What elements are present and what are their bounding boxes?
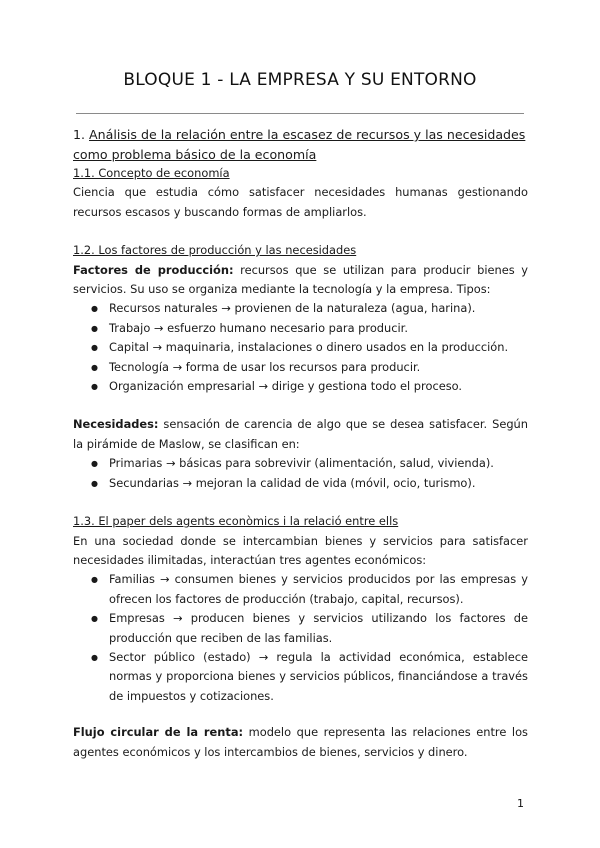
list-item: ● Recursos naturales → provienen de la naturaleza (agua, harina). (91, 299, 528, 318)
list-item: ● Organización empresarial → dirige y gestiona todo el proceso. (91, 377, 528, 396)
section-1-number: 1. (73, 127, 90, 142)
agentes-list (73, 570, 528, 706)
section-1-heading (73, 125, 528, 164)
subsection-1-2-heading: 1.2. Los factores de producción y las necesidades (73, 243, 357, 258)
document-body (73, 125, 528, 762)
factores-text: recursos que se utilizan para producir bienes y servicios. Su uso se organiza mediante la tecnología y la empresa. Tipos: (73, 262, 529, 297)
list-item: ● Tecnología → forma de usar los recursos para producir. (91, 358, 528, 377)
flujo-label: Flujo circular de la renta: (73, 725, 244, 740)
flujo-text: modelo que representa las relaciones entre los agentes económicos y los intercambios de bienes, servicios y dinero. (73, 725, 528, 759)
list-item: ● Trabajo → esfuerzo humano necesario para producir. (91, 319, 528, 338)
subsection-1-3-text: En una sociedad donde se intercambian bienes y servicios para satisfacer necesidades ilimitadas, interactúan tres agentes económicos: (73, 533, 528, 567)
subsection-1-1-heading: 1.1. Concepto de economía (73, 166, 230, 180)
necesidades-paragraph (73, 415, 528, 454)
list-item: ● Secundarias → mejoran la calidad de vida (móvil, ocio, turismo). (91, 474, 528, 493)
page-number: 1 (517, 797, 524, 810)
page-title: BLOQUE 1 - LA EMPRESA Y SU ENTORNO (123, 70, 477, 90)
factores-label: Factores de producción: (73, 262, 234, 277)
title-divider (76, 113, 524, 114)
factores-paragraph (73, 261, 528, 300)
list-item: ● Empresas → producen bienes y servicios utilizando los factores de producción que reciben de las familias. (91, 609, 528, 648)
necesidades-text: sensación de carencia de algo que se desea satisfacer. Según la pirámide de Maslow, se clasifican en: (73, 417, 528, 451)
subsection-1-3-heading: 1.3. El paper dels agents econòmics i la relació entre ells (73, 514, 399, 529)
necesidades-list (73, 454, 528, 493)
factores-list (73, 299, 528, 396)
flujo-paragraph (73, 723, 528, 762)
list-item: ● Familias → consumen bienes y servicios producidos por las empresas y ofrecen los factores de producción (trabajo, capital, recursos). (91, 570, 528, 609)
list-item: ● Sector público (estado) → regula la actividad económica, establece normas y proporciona bienes y servicios públicos, financiándose a través de impuestos y cotizaciones. (91, 648, 528, 706)
list-item: ● Capital → maquinaria, instalaciones o dinero usados en la producción. (91, 338, 528, 357)
necesidades-label: Necesidades: (73, 417, 159, 432)
list-item: ● Primarias → básicas para sobrevivir (alimentación, salud, vivienda). (91, 454, 528, 473)
subsection-1-1-text: Ciencia que estudia cómo satisfacer necesidades humanas gestionando recursos escasos y buscando formas de ampliarlos. (73, 185, 528, 219)
section-1-title: Análisis de la relación entre la escasez de recursos y las necesidades como problema básico de la economía (73, 127, 526, 162)
